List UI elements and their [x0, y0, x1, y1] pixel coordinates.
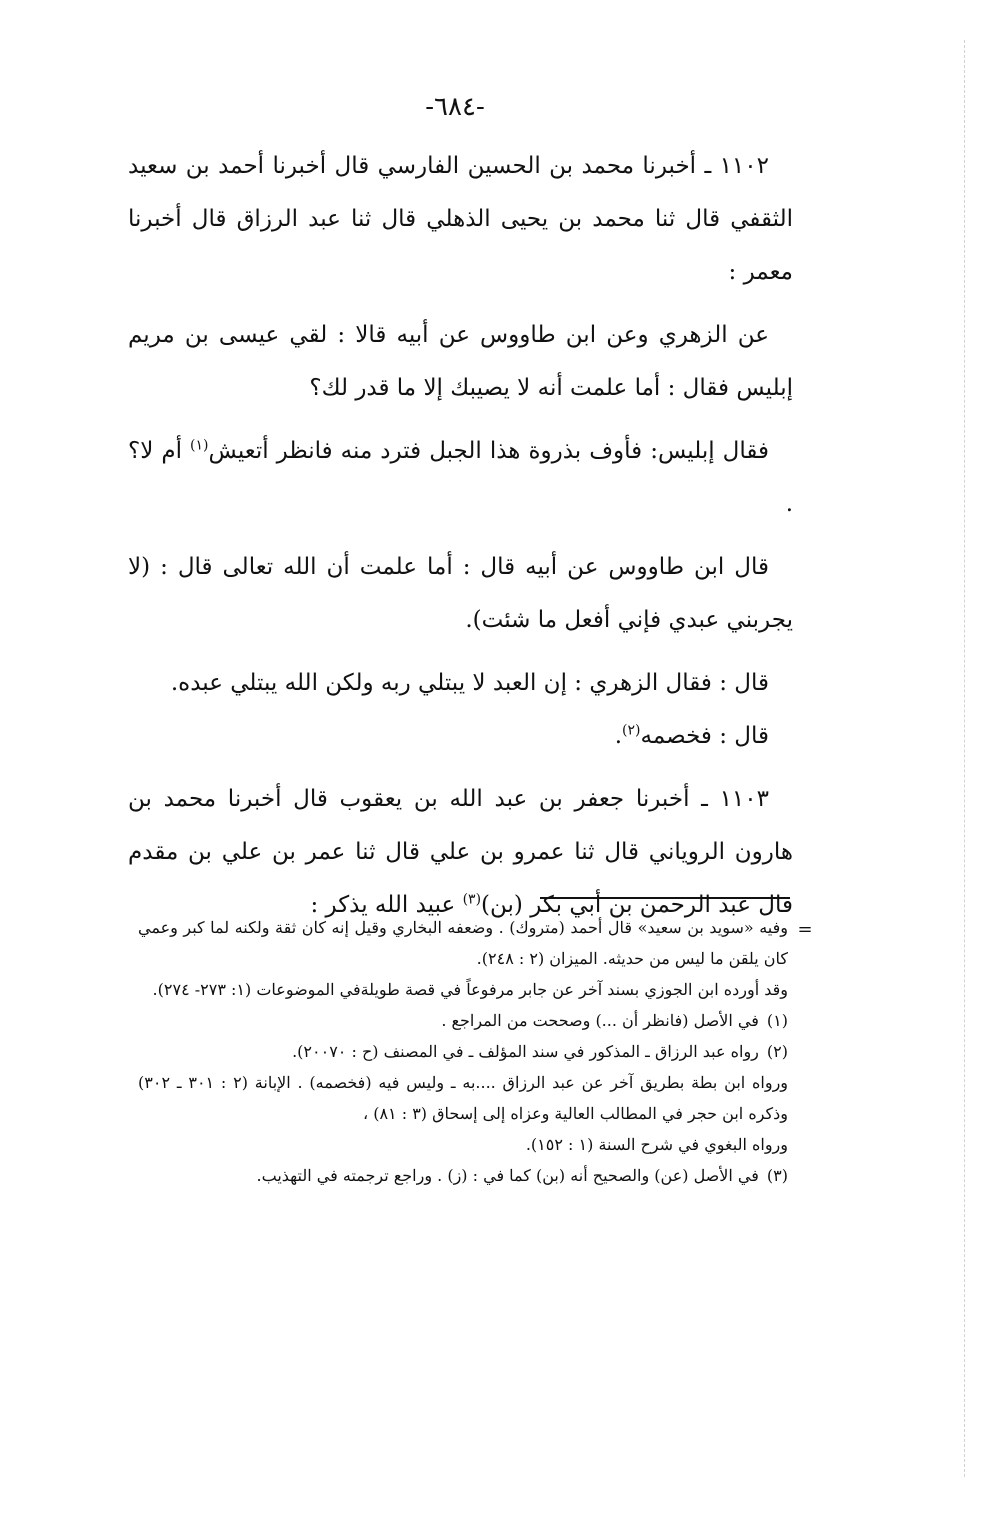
footnote-text: رواه عبد الرزاق ـ المذكور في سند المؤلف ـ في المصنف (ح : ٢٠٠٧٠).	[292, 1042, 759, 1061]
footnote-continued-2	[138, 974, 788, 1005]
hadith-1103-end: عبيد الله يذكر :	[310, 892, 456, 918]
footnote-2-continued	[138, 1067, 788, 1129]
footnote-ref-2: (٢)	[622, 722, 641, 739]
footnote-number: (١)	[766, 1011, 788, 1030]
footnote-2-continued-2	[138, 1129, 788, 1160]
footnote-text: ورواه البغوي في شرح السنة (١ : ١٥٢).	[525, 1135, 788, 1154]
footnote-text: في الأصل (عن) والصحيح أنه (بن) كما في : (ز) . وراجع ترجمته في التهذيب.	[256, 1166, 759, 1185]
footnote-number: (٢)	[766, 1042, 788, 1061]
footnote-number: (٣)	[766, 1166, 788, 1185]
footnote-continued-1	[138, 912, 788, 974]
khasamahu-text: قال : فخصمه	[640, 723, 769, 749]
footnote-text: وقد أورده ابن الجوزي بسند آخر عن جابر مرفوعاً في قصة طويلةفي الموضوعات (١: ٢٧٣- ٢٧٤).	[152, 980, 788, 999]
iblis-reply-text: فقال إبليس: فأوف بذروة هذا الجبل فترد منه فانظر أتعيش	[208, 438, 769, 464]
ibn-tawus-paragraph: قال ابن طاووس عن أبيه قال : أما علمت أن الله تعالى قال : (لا يجربني عبدي فإني أفعل ما شئت).	[128, 554, 793, 633]
page-number: -٦٨٤-	[425, 92, 485, 122]
footnote-3	[138, 1160, 788, 1191]
iblis-reply-paragraph	[128, 425, 793, 531]
footnote-separator	[540, 897, 790, 899]
hadith-1102-isnad: ١١٠٢ ـ أخبرنا محمد بن الحسين الفارسي قال أخبرنا أحمد بن سعيد الثقفي قال ثنا محمد بن يحيى الذهلي قال ثنا عبد الرزاق قال أخبرنا معمر :	[128, 153, 793, 285]
khasamahu-end: .	[614, 723, 623, 749]
footnote-ref-1: (١)	[190, 437, 209, 454]
zuhri-paragraph: قال : فقال الزهري : إن العبد لا يبتلي ربه ولكن الله يبتلي عبده.	[170, 670, 769, 696]
footnote-ref-3: (٣)	[462, 891, 482, 908]
main-text	[128, 140, 793, 932]
footnote-text: ورواه ابن بطة بطريق آخر عن عبد الرزاق ....به ـ وليس فيه (فخصمه) . الإبانة (٢ : ٣٠١ ـ ٣٠٢) وذكره ابن حجر في المطالب العالية وعزاه إلى إسحاق (٣ : ٨١) ،	[138, 1073, 789, 1123]
footnote-2	[138, 1036, 788, 1067]
hadith-1102-text: عن الزهري وعن ابن طاووس عن أبيه قالا : لقي عيسى بن مريم إبليس فقال : أما علمت أنه لا يصيبك إلا ما قدر لك؟	[128, 322, 793, 401]
hadith-1103-isnad	[128, 773, 793, 932]
hadith-1103-text: ١١٠٣ ـ أخبرنا جعفر بن عبد الله بن يعقوب قال أخبرنا محمد بن هارون الروياني قال ثنا عمرو بن علي قال ثنا عمر بن علي بن مقدم قال عبد الرحمن بن أبي بكر (بن)	[128, 786, 793, 918]
khasamahu-paragraph	[128, 710, 793, 763]
footnote-text: وفيه «سويد بن سعيد» قال أحمد (متروك) . وضعفه البخاري وقيل إنه كان ثقة ولكنه لما كبر وعمي كان يلقن ما ليس من حديثه. الميزان (٢ : ٢٤٨).	[138, 918, 788, 968]
footnote-1	[138, 1005, 788, 1036]
footnote-continuation-mark: =	[797, 919, 813, 940]
iblis-reply-end: أم لا؟ .	[128, 438, 793, 517]
footnote-text: في الأصل (فانظر أن ...) وصححت من المراجع .	[441, 1011, 759, 1030]
footnotes	[138, 912, 788, 1191]
